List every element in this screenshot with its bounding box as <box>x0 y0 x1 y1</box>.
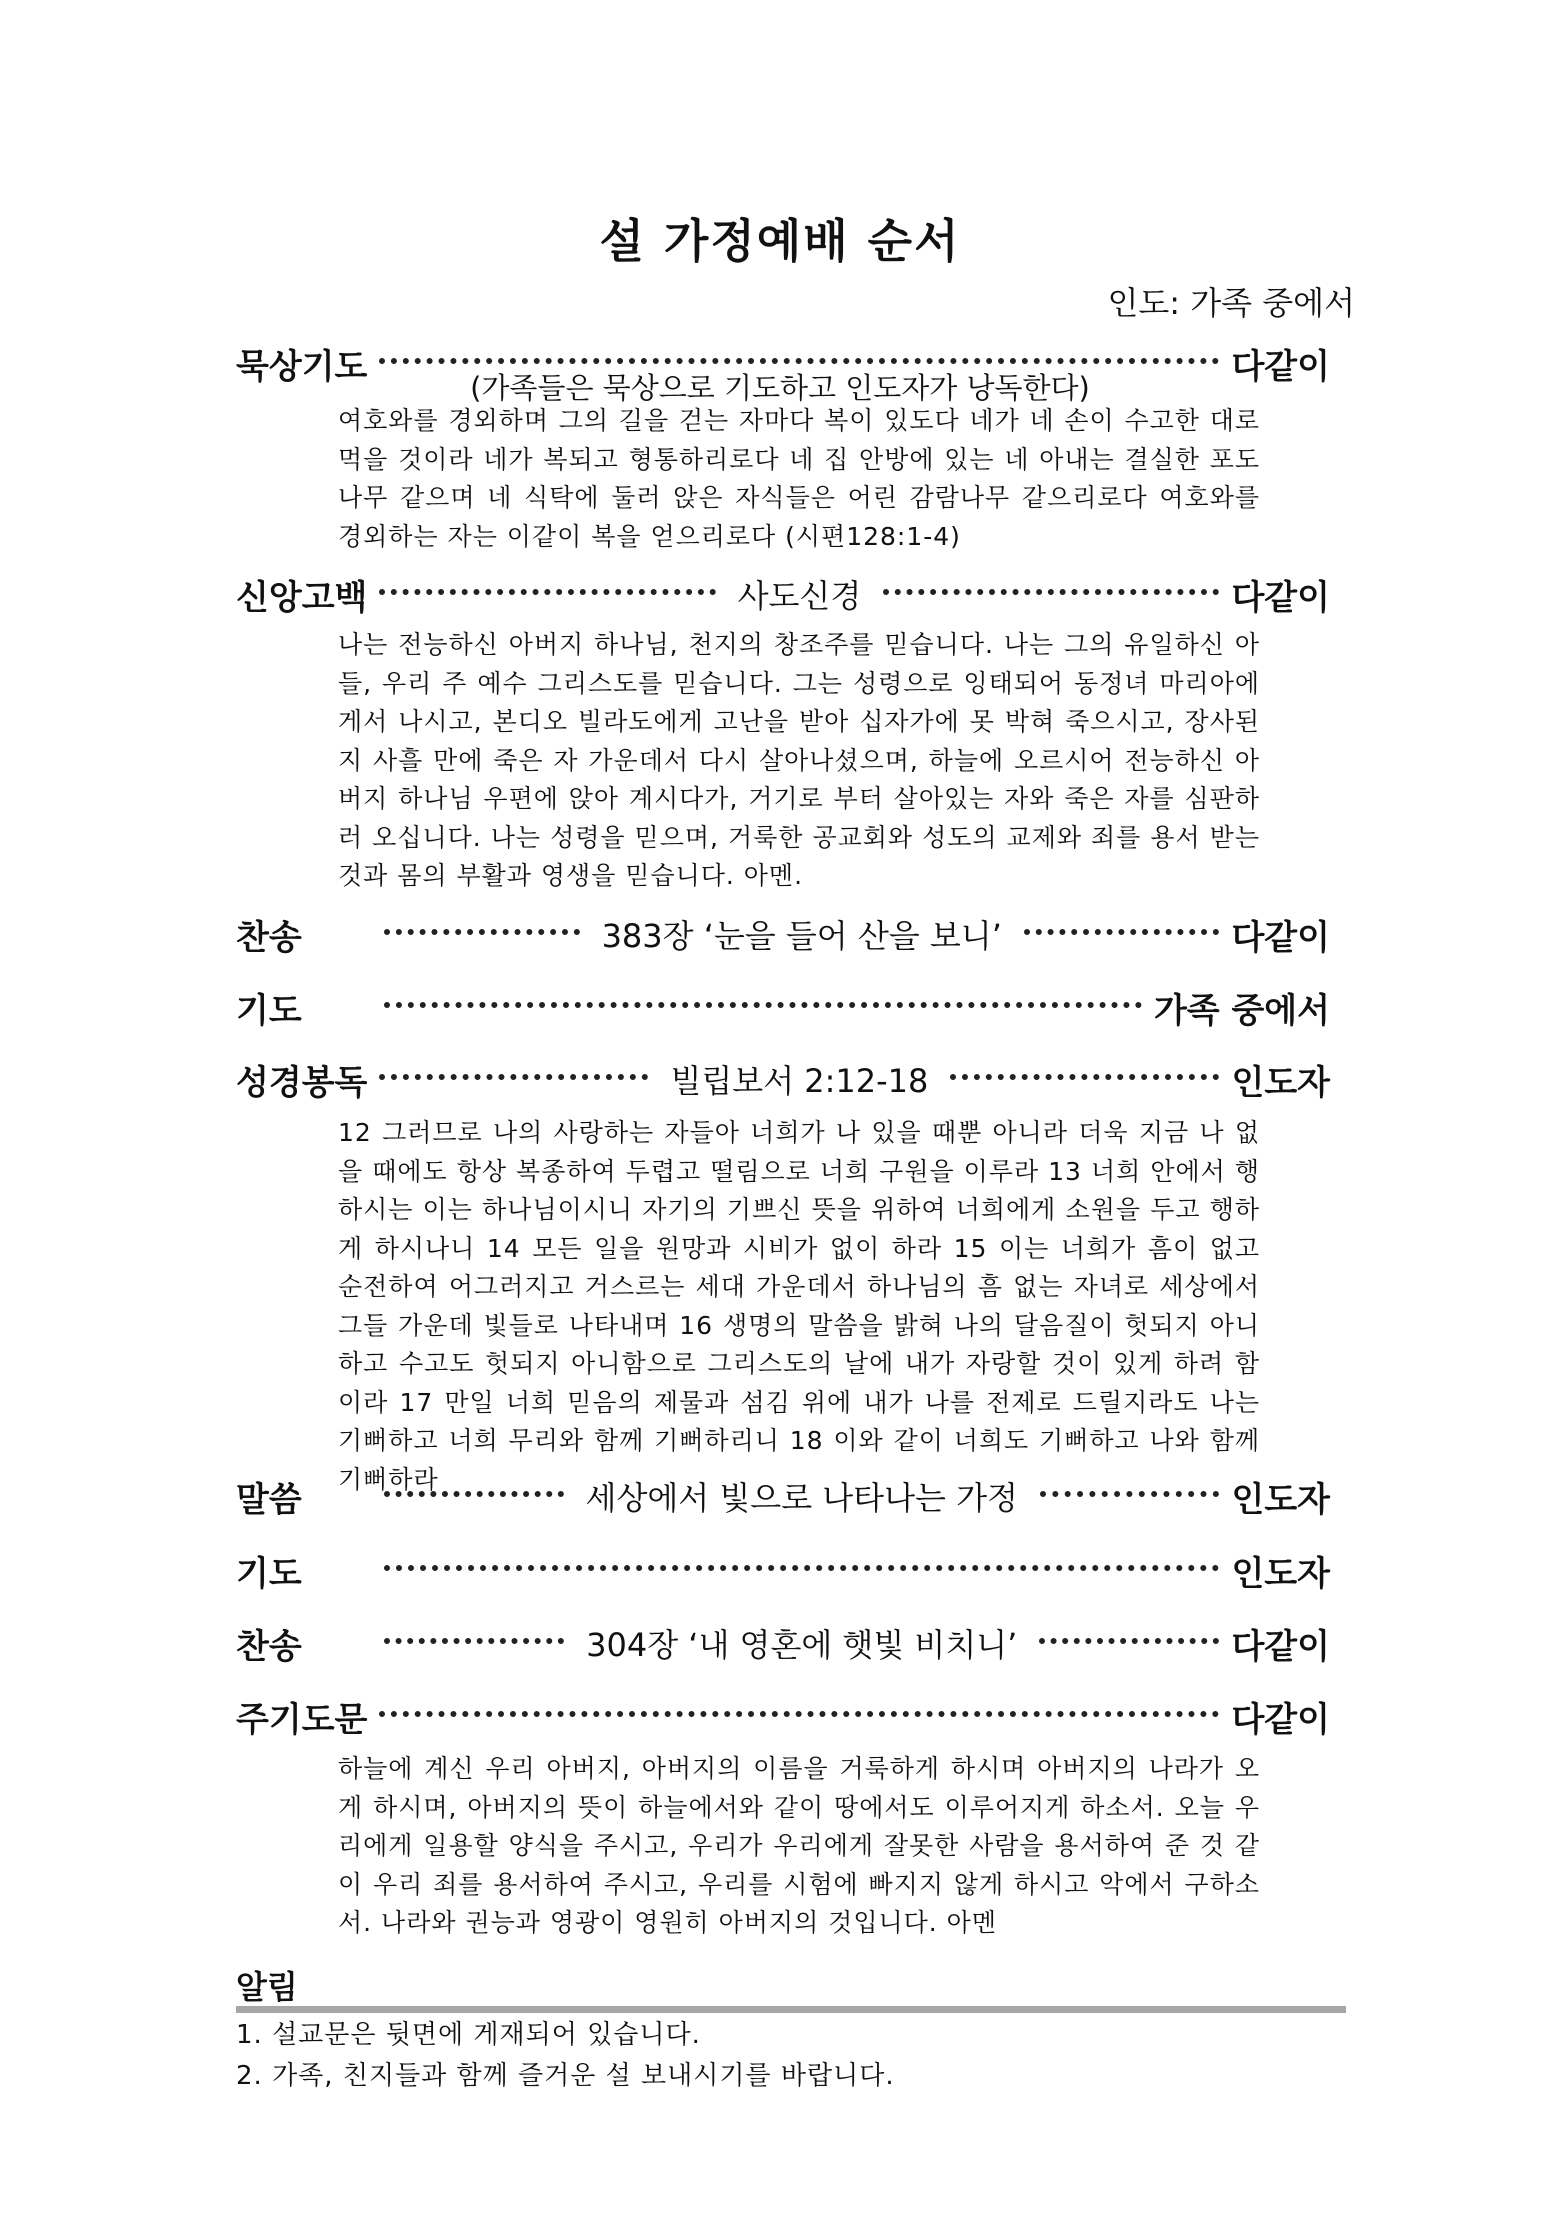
leader-line: 인도: 가족 중에서 <box>1107 284 1355 322</box>
row-label: 묵상기도 <box>236 346 368 387</box>
row-label: 기도 <box>236 1553 302 1594</box>
row-performer: 다같이 <box>1231 346 1330 387</box>
dot-leader <box>1024 929 1220 935</box>
row-performer: 다같이 <box>1231 1699 1330 1740</box>
page-title: 설 가정예배 순서 <box>599 214 961 268</box>
row-label: 찬송 <box>236 1626 302 1667</box>
psalm-text: 여호와를 경외하며 그의 길을 걷는 자마다 복이 있도다 네가 네 손이 수고한 대로 먹을 것이라 네가 복되고 형통하리로다 네 집 안방에 있는 네 아내는 결실한 포도나무 같으며 네 식탁에 둘러 앉은 자식들은 어린 감람나무 같으리로다 여호와를 경외하는 자는 이같이 복을 얻으리로다 (시편128:1-4) <box>338 406 1260 551</box>
dot-leader <box>379 1711 1219 1717</box>
order-row-lords-prayer <box>236 1693 1330 1739</box>
row-content: 304장 ‘내 영혼에 햇빛 비치니’ <box>586 1626 1018 1664</box>
row-content: 빌립보서 2:12-18 <box>670 1062 929 1100</box>
dot-leader <box>950 1074 1219 1080</box>
order-row-hymn-1 <box>236 911 1330 957</box>
lords-prayer-text: 하늘에 계신 우리 아버지, 아버지의 이름을 거룩하게 하시며 아버지의 나라가 오게 하시며, 아버지의 뜻이 하늘에서와 같이 땅에서도 이루어지게 하소서. 오늘 우리에게 일용할 양식을 주시고, 우리가 우리에게 잘못한 사람을 용서하여 준 것 같이 우리 죄를 용서하여 주시고, 우리를 시험에 빠지지 않게 하시고 악에서 구하소서. 나라와 권능과 영광이 영원히 아버지의 것입니다. 아멘 <box>338 1754 1260 1937</box>
dot-leader <box>379 358 1219 364</box>
row-performer: 인도자 <box>1231 1479 1331 1520</box>
dot-leader <box>1039 1638 1219 1644</box>
order-row-hymn-2 <box>236 1620 1330 1666</box>
dot-leader <box>384 1002 1142 1008</box>
order-row-sermon <box>236 1473 1330 1519</box>
dot-leader <box>384 1565 1219 1571</box>
dot-leader <box>883 589 1219 595</box>
silent-prayer-note: (가족들은 묵상으로 기도하고 인도자가 낭독한다) <box>470 371 1090 405</box>
row-content: 세상에서 빛으로 나타나는 가정 <box>585 1479 1018 1517</box>
dot-leader <box>384 1491 564 1497</box>
notice-heading: 알림 <box>236 1968 298 2006</box>
notice-item: 1. 설교문은 뒷면에 게재되어 있습니다. <box>236 2020 701 2050</box>
creed-text: 나는 전능하신 아버지 하나님, 천지의 창조주를 믿습니다. 나는 그의 유일하신 아들, 우리 주 예수 그리스도를 믿습니다. 그는 성령으로 잉태되어 동정녀 마리아에게서 나시고, 본디오 빌라도에게 고난을 받아 십자가에 못 박혀 죽으시고, 장사된 지 사흘 만에 죽은 자 가운데서 다시 살아나셨으며, 하늘에 오르시어 전능하신 아버지 하나님 우편에 앉아 계시다가, 거기로 부터 살아있는 자와 죽은 자를 심판하러 오십니다. 나는 성령을 믿으며, 거룩한 공교회와 성도의 교제와 죄를 용서 받는 것과 몸의 부활과 영생을 믿습니다. 아멘. <box>338 630 1260 890</box>
row-performer: 다같이 <box>1231 1626 1330 1667</box>
row-content: 사도신경 <box>737 577 862 615</box>
row-performer: 인도자 <box>1231 1062 1331 1103</box>
order-row-prayer-1 <box>236 984 1330 1030</box>
row-label: 찬송 <box>236 917 302 958</box>
notice-item: 2. 가족, 친지들과 함께 즐거운 설 보내시기를 바랍니다. <box>236 2061 895 2091</box>
dot-leader <box>384 929 580 935</box>
dot-leader <box>1040 1491 1220 1497</box>
dot-leader <box>379 1074 648 1080</box>
row-performer: 인도자 <box>1231 1553 1330 1594</box>
scripture-text: 12 그러므로 나의 사랑하는 자들아 너희가 나 있을 때뿐 아니라 더욱 지금 나 없을 때에도 항상 복종하여 두렵고 떨림으로 너희 구원을 이루라 13 너희 안에서 행하시는 이는 하나님이시니 자기의 기쁘신 뜻을 위하여 너희에게 소원을 두고 행하게 하시나니 14 모든 일을 원망과 시비가 없이 하라 15 이는 너희가 흠이 없고 순전하여 어그러지고 거스르는 세대 가운데서 하나님의 흠 없는 자녀로 세상에서 그들 가운데 빛들로 나타내며 16 생명의 말씀을 밝혀 나의 달음질이 헛되지 아니하고 수고도 헛되지 아니함으로 그리스도의 날에 내가 자랑할 것이 있게 하려 함이라 17 만일 너희 믿음의 제물과 섬김 위에 내가 나를 전제로 드릴지라도 나는 기뻐하고 너희 무리와 함께 기뻐하리니 18 이와 같이 너희도 기뻐하고 나와 함께 기뻐하라 <box>338 1118 1260 1494</box>
row-label: 주기도문 <box>236 1699 368 1740</box>
notice-divider <box>236 2006 1346 2013</box>
row-performer: 다같이 <box>1231 577 1330 618</box>
order-row-creed <box>236 571 1330 617</box>
row-content: 383장 ‘눈을 들어 산을 보니’ <box>601 917 1002 955</box>
dot-leader <box>384 1638 564 1644</box>
order-row-scripture <box>236 1056 1330 1102</box>
order-row-prayer-2 <box>236 1547 1330 1593</box>
row-label: 성경봉독 <box>236 1062 368 1103</box>
row-performer: 가족 중에서 <box>1153 990 1330 1031</box>
row-performer: 다같이 <box>1231 917 1330 958</box>
row-label: 기도 <box>236 990 302 1031</box>
row-label: 신앙고백 <box>236 577 368 618</box>
row-label: 말씀 <box>236 1479 302 1520</box>
dot-leader <box>379 589 715 595</box>
